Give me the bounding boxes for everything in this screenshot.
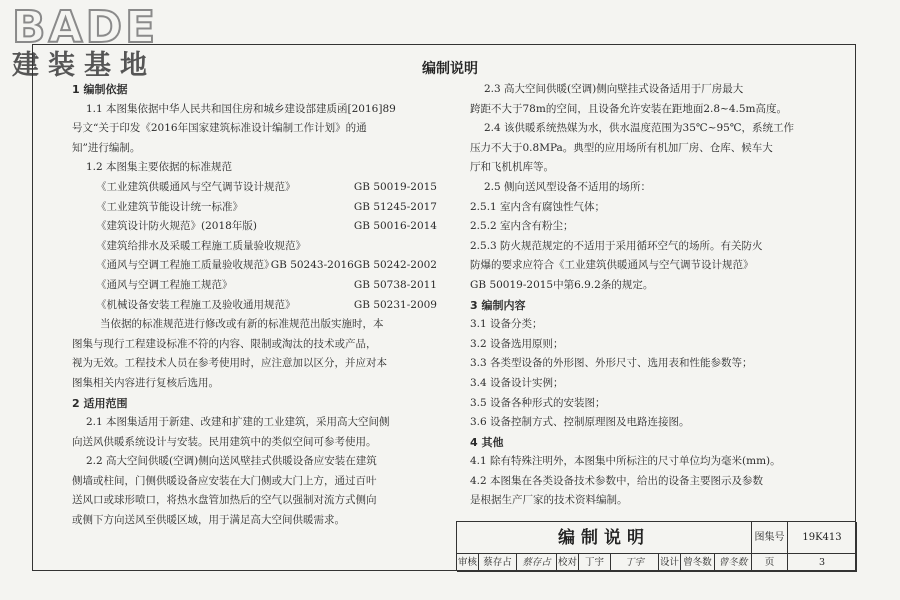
page-label: 页 — [752, 554, 788, 572]
line-text: 3.2 设备选用原则； — [470, 337, 564, 350]
text-line — [72, 491, 437, 511]
text-line — [72, 374, 437, 394]
line-text: 3.4 设备设计实例； — [470, 376, 564, 389]
section-heading — [72, 80, 437, 100]
text-line — [470, 354, 828, 374]
designer-name: 曾冬数 — [681, 554, 715, 572]
section-heading — [72, 394, 437, 414]
standard-code: GB 50016-2014 — [353, 220, 437, 233]
standard-code: GB 50243-2016 — [270, 259, 354, 272]
line-text: 知”进行编制。 — [72, 141, 141, 154]
line-text: 《通风与空调工程施工规范》 — [96, 278, 233, 291]
text-line — [470, 158, 828, 178]
atlas-number: 19K413 — [788, 522, 857, 554]
text-line — [470, 374, 828, 394]
text-line — [470, 237, 828, 257]
standard-code: GB 51245-2017 — [353, 200, 437, 213]
text-line — [72, 158, 437, 178]
text-line — [72, 315, 437, 335]
line-text: 当依据的标准规范进行修改或有新的标准规范出版实施时，本 — [100, 318, 384, 331]
line-text: 3.6 设备控制方式、控制原理图及电路连接图。 — [470, 416, 690, 429]
text-line — [470, 315, 828, 335]
line-text: 《工业建筑供暖通风与空气调节设计规范》 — [96, 180, 296, 193]
text-line — [470, 472, 828, 492]
standard-code: GB 50738-2011 — [353, 278, 437, 291]
reviewer-signature: 蔡存占 — [517, 554, 557, 572]
text-line — [470, 335, 828, 355]
text-line — [470, 452, 828, 472]
line-text: 4 其他 — [470, 435, 504, 449]
text-line — [470, 413, 828, 433]
line-text: 2.5.3 防火规范规定的不适用于采用循环空气的场所。有关防火 — [470, 239, 763, 252]
line-text: 《建筑给排水及采暖工程施工质量验收规范》 — [96, 239, 306, 252]
page-title: 编制说明 — [422, 61, 478, 77]
text-line — [470, 217, 828, 237]
text-line — [72, 354, 437, 374]
text-line — [470, 139, 828, 159]
text-line — [72, 433, 437, 453]
line-text: 2.4 该供暖系统热媒为水，供水温度范围为35℃~95℃，系统工作 — [484, 122, 795, 135]
proofer-signature: 丁宇 — [611, 554, 659, 572]
line-text: 压力不大于0.8MPa。典型的应用场所有机加厂房、仓库、候车大 — [470, 141, 773, 154]
standard-code: GB 50242-2002 — [353, 259, 437, 272]
text-line — [470, 80, 828, 100]
designer-signature: 曾冬数 — [715, 554, 752, 572]
line-text: 侧墙或柱间，门侧供暖设备应安装在大门侧或大门上方，通过百叶 — [72, 474, 377, 487]
text-line — [72, 472, 437, 492]
atlas-label: 图集号 — [752, 522, 788, 554]
proofer-name: 丁宇 — [579, 554, 611, 572]
section-heading — [470, 296, 828, 316]
text-line — [72, 217, 437, 237]
line-text: 3.5 设备各种形式的安装图； — [470, 396, 606, 409]
line-text: 2.5 侧向送风型设备不适用的场所： — [484, 180, 652, 193]
proof-label: 校对 — [557, 554, 579, 572]
text-line — [72, 100, 437, 120]
text-line — [470, 491, 828, 511]
line-text: 图集与现行工程建设标准不符的内容、限制或淘汰的技术或产品， — [72, 337, 377, 350]
line-text: 2.2 高大空间供暖(空调)侧向送风壁挂式供暖设备应安装在建筑 — [86, 455, 377, 468]
line-text: 4.1 除有特殊注明外，本图集中所标注的尺寸单位均为毫米(mm)。 — [470, 455, 781, 468]
line-text: 《通风与空调工程施工质量验收规范》 — [96, 259, 275, 272]
line-text: 2.5.1 室内含有腐蚀性气体； — [470, 200, 606, 213]
text-line — [72, 237, 437, 257]
title-block — [456, 521, 856, 571]
line-text: 《建筑设计防火规范》(2018年版) — [96, 220, 257, 233]
text-line — [72, 296, 437, 316]
line-text: 视为无效。工程技术人员在参考使用时，应注意加以区分，并应对本 — [72, 357, 387, 370]
line-text: 2.5.2 室内含有粉尘； — [470, 220, 574, 233]
text-line — [72, 511, 437, 531]
line-text: GB 50019-2015中第6.9.2条的规定。 — [470, 278, 654, 291]
line-text: 《工业建筑节能设计统一标准》 — [96, 200, 243, 213]
text-line — [72, 178, 437, 198]
line-text: 2.3 高大空间供暖(空调)侧向壁挂式设备适用于厂房最大 — [484, 83, 744, 95]
text-line — [470, 100, 828, 120]
reviewer-name: 蔡存占 — [479, 554, 517, 572]
section-heading — [470, 433, 828, 453]
page-number: 3 — [788, 554, 857, 572]
line-text: 1 编制依据 — [72, 83, 128, 96]
line-text: 号文“关于印发《2016年国家建筑标准设计编制工作计划》的通 — [72, 122, 367, 135]
text-line — [470, 198, 828, 218]
design-label: 设计 — [659, 554, 681, 572]
title-block-title: 编制说明 — [457, 522, 752, 554]
text-line — [72, 139, 437, 159]
line-text: 2.1 本图集适用于新建、改建和扩建的工业建筑，采用高大空间侧 — [86, 416, 390, 429]
line-text: 4.2 本图集在各类设备技术参数中，给出的设备主要图示及参数 — [470, 474, 764, 487]
text-line — [72, 413, 437, 433]
line-text: 厅和飞机机库等。 — [470, 161, 554, 174]
line-text: 2 适用范围 — [72, 396, 128, 410]
line-text: 向送风供暖系统设计与安装。民用建筑中的类似空间可参考使用。 — [72, 435, 377, 448]
line-text: 送风口或球形喷口，将热水盘管加热后的空气以强制对流方式侧向 — [72, 494, 377, 507]
line-text: 1.2 本图集主要依据的标准规范 — [86, 161, 233, 174]
text-line — [72, 276, 437, 296]
line-text: 是根据生产厂家的技术资料编制。 — [470, 494, 628, 507]
text-line — [470, 119, 828, 139]
standard-code: GB 50231-2009 — [353, 298, 437, 311]
standard-code: GB 50019-2015 — [353, 180, 437, 193]
line-text: 3 编制内容 — [470, 298, 526, 312]
text-line — [470, 394, 828, 414]
text-line — [470, 178, 828, 198]
logo-chinese: 建装基地 — [12, 50, 156, 81]
right-column — [470, 80, 828, 511]
line-text: 3.1 设备分类； — [470, 318, 543, 331]
logo-brand: BADE — [12, 2, 159, 53]
text-line — [470, 276, 828, 296]
text-line — [470, 256, 828, 276]
line-text: 或侧下方向送风至供暖区域，用于满足高大空间供暖需求。 — [72, 514, 345, 527]
text-line — [72, 119, 437, 139]
review-label: 审核 — [457, 554, 479, 572]
line-text: 跨距不大于78m的空间，且设备允许安装在距地面2.8~4.5m高度。 — [470, 102, 787, 115]
line-text: 1.1 本图集依据中华人民共和国住房和城乡建设部建质函[2016]89 — [86, 102, 396, 115]
text-line — [72, 452, 437, 472]
line-text: 图集相关内容进行复核后选用。 — [72, 376, 219, 389]
line-text: 防爆的要求应符合《工业建筑供暖通风与空气调节设计规范》 — [470, 259, 754, 272]
left-column — [72, 80, 437, 531]
line-text: 《机械设备安装工程施工及验收通用规范》 — [96, 298, 296, 311]
line-text: 3.3 各类型设备的外形图、外形尺寸、选用表和性能参数等； — [470, 357, 753, 370]
text-line — [72, 198, 437, 218]
text-line — [72, 335, 437, 355]
